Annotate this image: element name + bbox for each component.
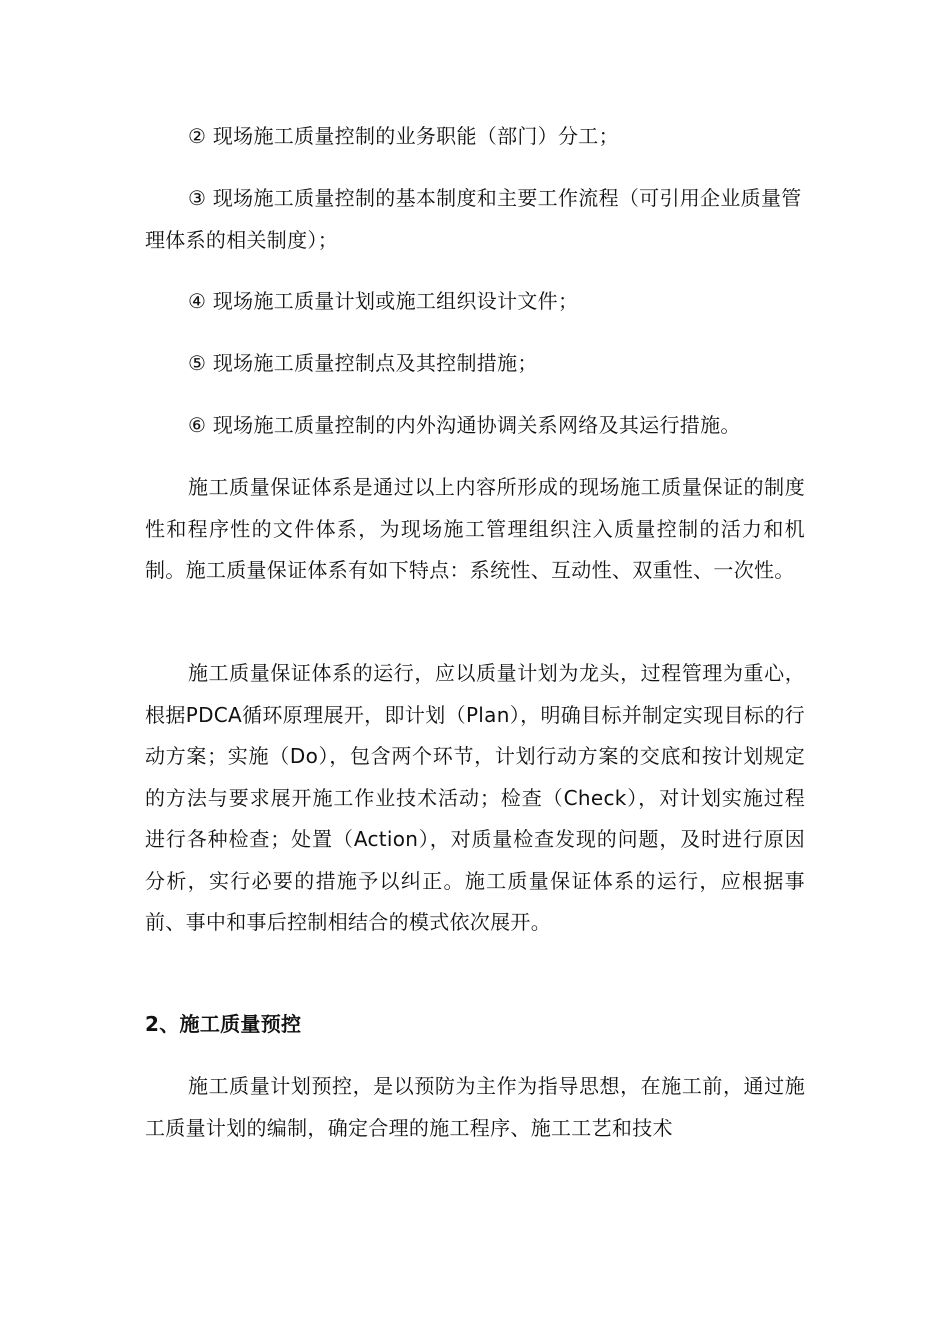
list-item-2: ② 现场施工质量控制的业务职能（部门）分工；	[188, 124, 619, 148]
list-item-5: ⑤ 现场施工质量控制点及其控制措施；	[188, 351, 538, 375]
paragraph-quality-system: 施工质量保证体系是通过以上内容所形成的现场施工质量保证的制度性和程序性的文件体系，为现场施工管理组织注入质量控制的活力和机制。施工质量保证体系有如下特点：系统性、互动性、双重性、一次性。	[145, 475, 805, 582]
list-item-4: ④ 现场施工质量计划或施工组织设计文件；	[188, 289, 579, 313]
paragraph-pdca-operation: 施工质量保证体系的运行，应以质量计划为龙头，过程管理为重心，根据PDCA循环原理展开，即计划（Plan），明确目标并制定实现目标的行动方案；实施（Do），包含两个环节，计划行动方案的交底和按计划规定的方法与要求展开施工作业技术活动；检查（Check），对计划实施过程进行各种检查；处置（Action），对质量检查发现的问题，及时进行原因分析，实行必要的措施予以纠正。施工质量保证体系的运行，应根据事前、事中和事后控制相结合的模式依次展开。	[145, 661, 805, 934]
paragraph-quality-precontrol: 施工质量计划预控，是以预防为主作为指导思想，在施工前，通过施工质量计划的编制，确定合理的施工程序、施工工艺和技术	[145, 1074, 805, 1140]
list-item-6: ⑥ 现场施工质量控制的内外沟通协调关系网络及其运行措施。	[188, 413, 741, 437]
list-item-3: ③ 现场施工质量控制的基本制度和主要工作流程（可引用企业质量管理体系的相关制度）；	[145, 186, 802, 252]
section-heading: 2、施工质量预控	[145, 1012, 302, 1036]
